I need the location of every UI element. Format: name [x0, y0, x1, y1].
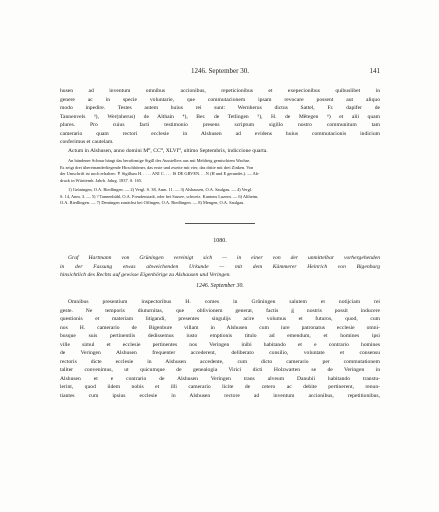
text-line: Omnibus presentium inspectoribus H. comes in Grůningen salutem et notijciam rei	[68, 299, 380, 305]
running-header	[60, 67, 380, 79]
note-line: Es zeigt drei übereinanderliegende Hirschhörner, das erste und zweite mit vier, das dritte mit drei Zinken. Von	[60, 164, 254, 170]
text-line: geste. Ne temporis diuturnitas, que oblivionem generat, factis ǵ nostris possit inducere	[60, 307, 380, 314]
document-number: 1080.	[213, 238, 227, 244]
text-line: busque suis pertinentiis dedissemus iusto emptionis titulo ad emendum, et homines ipsi	[60, 333, 380, 339]
note-line: der Umschrift ist noch erhalten: ✝ Sigillum H. . . . . ANI C. . . . IS DE GRVEN. . . N (H und E gerundet.). — Ab-	[60, 171, 260, 176]
text-line: Tannenvels ³), Wer(nherus) de Althain ⁴), Ber. de Tetlingen ⁵), H. de Mětegen ⁶) et alii quam	[60, 113, 380, 120]
text-line: de Veringen Alshusen frequenter accederent, deliberato consilio, voluntate et consensu	[60, 350, 380, 356]
text-line: conferimus et cautelam.	[60, 139, 114, 145]
footnote-line: O.A. Riedlingen. — 7) Dentingen zunächst bei Offingen, O.A. Riedlingen. — 8) Mengen, O.A. Saulgau.	[60, 200, 245, 205]
text-line: Alshusen et e contrario de Alshusen Veringen trans alveum Danubii habitando transtu-	[60, 375, 380, 382]
text-line: lerint, quod iidem nobis et illi camerario licite de cetero ac debite pertinerent, renun-	[60, 384, 380, 390]
text-line: modo inpedire. Testes autem huius rei sunt: Wernherus dictus Sattel, Fr. dapifer de	[60, 105, 380, 111]
text-line: nos H. camerario de Bigenbure villam in Alshusen cum iure patronatus ecclesie omni-	[60, 324, 380, 331]
note-line: An bündener Schnur hängt das beraftrmige Sigill des Ausstellers aus mit Mehlteig gemischtem Wachse.	[68, 158, 251, 163]
footnotes	[60, 187, 380, 207]
previous-document-body	[60, 87, 380, 155]
text-line: plures. Pro cuius facti testimonio presens scriptum sigillo nostro communitum tam	[60, 122, 380, 128]
document-summary	[60, 254, 380, 280]
text-line: questionis et materiam litigandi, presentes singulijs acire volumus et futuros, quod, cum	[60, 316, 380, 322]
footnote-line: 1) Grüningen, O.A. Riedlingen. — 2) Vergl. S. 38, Anm. 11. — 3) Alshausen, O.A. Saulgau. — 4) Vergl.	[68, 187, 253, 192]
page-number: 141	[369, 67, 380, 75]
text-line: camerario quam rectori ecclesie in Alshusen ad evidens huius commutacionis indicium	[60, 130, 380, 137]
summary-line: hinsichtlich des Rechts auf gewisse Eigenhörige zu Alshausen und Veringen.	[60, 272, 231, 278]
text-line: taliter convenimus, ut quicumque de genealogia Virici dicti Holzwarten se de Veringen in	[60, 367, 380, 373]
text-line: genere ac in specie voluntarie, que commutacionem ipsam revocare possent aut aliquo	[60, 96, 380, 103]
summary-line: Graf Hartmann von Grüningen vereinigt sich — in einer von der unmittelbar vorhergehenden	[68, 255, 380, 261]
dating-line: Actum in Alshusen, anno domini M⁰, CC⁰, XLVI⁰, ultimo Septembris, indiccione quarta.	[68, 147, 268, 154]
seal-note	[60, 158, 380, 184]
text-line: tiantes cum ipsius ecclesie in Alshusen rectore ad inventum accionibus, repetitionibus,	[60, 392, 380, 399]
note-line: druck in Württemb. Jahrb. Jahrg. 1837. S. 165.	[60, 177, 143, 183]
text-line: ville simul et ecclesie pertinentes nos Veringen inibi habitando et e contrario homines	[60, 341, 380, 348]
document-dateline: 1246. September 30.	[196, 283, 244, 289]
header-title: 1246. September 30.	[191, 67, 249, 75]
summary-line: in der Fassung etwas abweichenden Urkunde — mit dem Kämmerer Heinrich von Bigenburg	[60, 263, 380, 270]
text-line: rectoris dicte ecclesie in Alshusen accedente, cum dicto camerario per commutationem	[60, 358, 380, 365]
footnote-line: S. 14, Anm. 3. — 5) ? Tannenbühl, O.A. Freudenstadt, oder bei Sursee, schweiz. Kantons Luzern. — 6) Altheim,	[60, 193, 259, 199]
document-body	[60, 298, 380, 400]
text-line: husen ad inventum omnibus accionibus, repeticionibus et exepecionibus quibuslibet in	[60, 88, 380, 94]
section-divider	[185, 223, 255, 224]
